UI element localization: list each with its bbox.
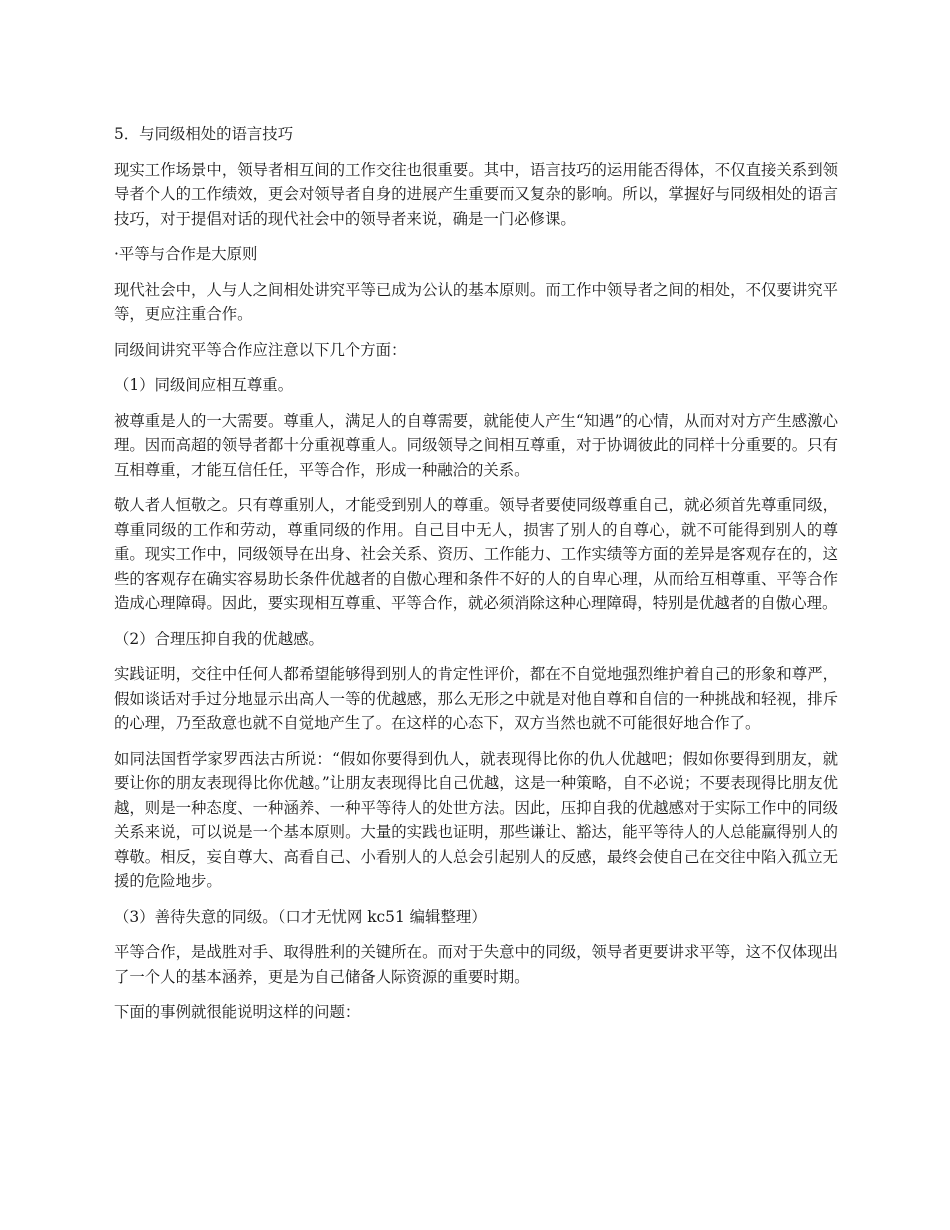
paragraph-respect-need: 被尊重是人的一大需要。尊重人，满足人的自尊需要，就能使人产生“知遇”的心情，从而对对方产生感激心理。因而高超的领导者都十分重视尊重人。同级领导之间相互尊重，对于协调彼此的同样十分重要的。只有互相尊重，才能互信任任，平等合作，形成一种融洽的关系。	[114, 411, 838, 479]
paragraph-equality: 现代社会中，人与人之间相处讲究平等已成为公认的基本原则。而工作中领导者之间的相处，不仅要讲究平等，更应注重合作。	[114, 280, 838, 323]
paragraph-superiority-practice: 实践证明，交往中任何人都希望能够得到别人的肯定性评价，都在不自觉地强烈维护着自己的形象和尊严，假如谈话对手过分地显示出高人一等的优越感，那么无形之中就是对他自尊和自信的一种挑战和轻视，排斥的心理，乃至敌意也就不自觉地产生了。在这样的心态下，双方当然也就不可能很好地合作了。	[114, 665, 838, 732]
point-2-heading: （2）合理压抑自我的优越感。	[114, 629, 324, 648]
point-3-heading: （3）善待失意的同级。（口才无忧网 kc51 编辑整理）	[114, 907, 487, 926]
point-1-heading: （1）同级间应相互尊重。	[114, 376, 294, 394]
document-page	[114, 122, 838, 1036]
paragraph-respect-others: 敬人者人恒敬之。只有尊重别人，才能受到别人的尊重。领导者要使同级尊重自己，就必须首先尊重同级，尊重同级的工作和劳动，尊重同级的作用。自己目中无人，损害了别人的自尊心，就不可能得到别人的尊重。现实工作中，同级领导在出身、社会关系、资历、工作能力、工作实绩等方面的差异是客观存在的，这些的客观存在确实容易助长条件优越者的自傲心理和条件不好的人的自卑心理，从而给互相尊重、平等合作造成心理障碍。因此，要实现相互尊重、平等合作，就必须消除这种心理障碍，特别是优越者的自傲心理。	[114, 496, 838, 612]
subheading-equality-cooperation: ·平等与合作是大原则	[114, 245, 258, 263]
paragraph-intro: 现实工作场景中，领导者相互间的工作交往也很重要。其中，语言技巧的运用能否得体，不仅直接关系到领导者个人的工作绩效，更会对领导者自身的进展产生重要而又复杂的影响。所以，掌握好与同级相处的语言技巧，对于提倡对话的现代社会中的领导者来说，确是一门必修课。	[114, 160, 838, 228]
paragraph-aspects-intro: 同级间讲究平等合作应注意以下几个方面：	[114, 340, 407, 359]
paragraph-philosopher-quote: 如同法国哲学家罗西法古所说：“假如你要得到仇人，就表现得比你的仇人优越吧；假如你要得到朋友，就要让你的朋友表现得比你优越。”让朋友表现得比自己优越，这是一种策略，自不必说；不要表现得比朋友优越，则是一种态度、一种涵养、一种平等待人的处世方法。因此，压抑自我的优越感对于实际工作中的同级关系来说，可以说是一个基本原则。大量的实践也证明，那些谦让、豁达，能平等待人的人总能赢得别人的尊敬。相反，妄自尊大、高看自己、小看别人的人总会引起别人的反感，最终会使自己在交往中陷入孤立无援的危险地步。	[114, 749, 838, 890]
paragraph-example-intro: 下面的事例就很能说明这样的问题：	[114, 1003, 361, 1021]
paragraph-frustrated-colleague: 平等合作，是战胜对手、取得胜利的关键所在。而对于失意中的同级，领导者更要讲求平等，这不仅体现出了一个人的基本涵养，更是为自己储备人际资源的重要时期。	[114, 943, 838, 986]
section-heading: 5．与同级相处的语言技巧	[114, 125, 294, 143]
